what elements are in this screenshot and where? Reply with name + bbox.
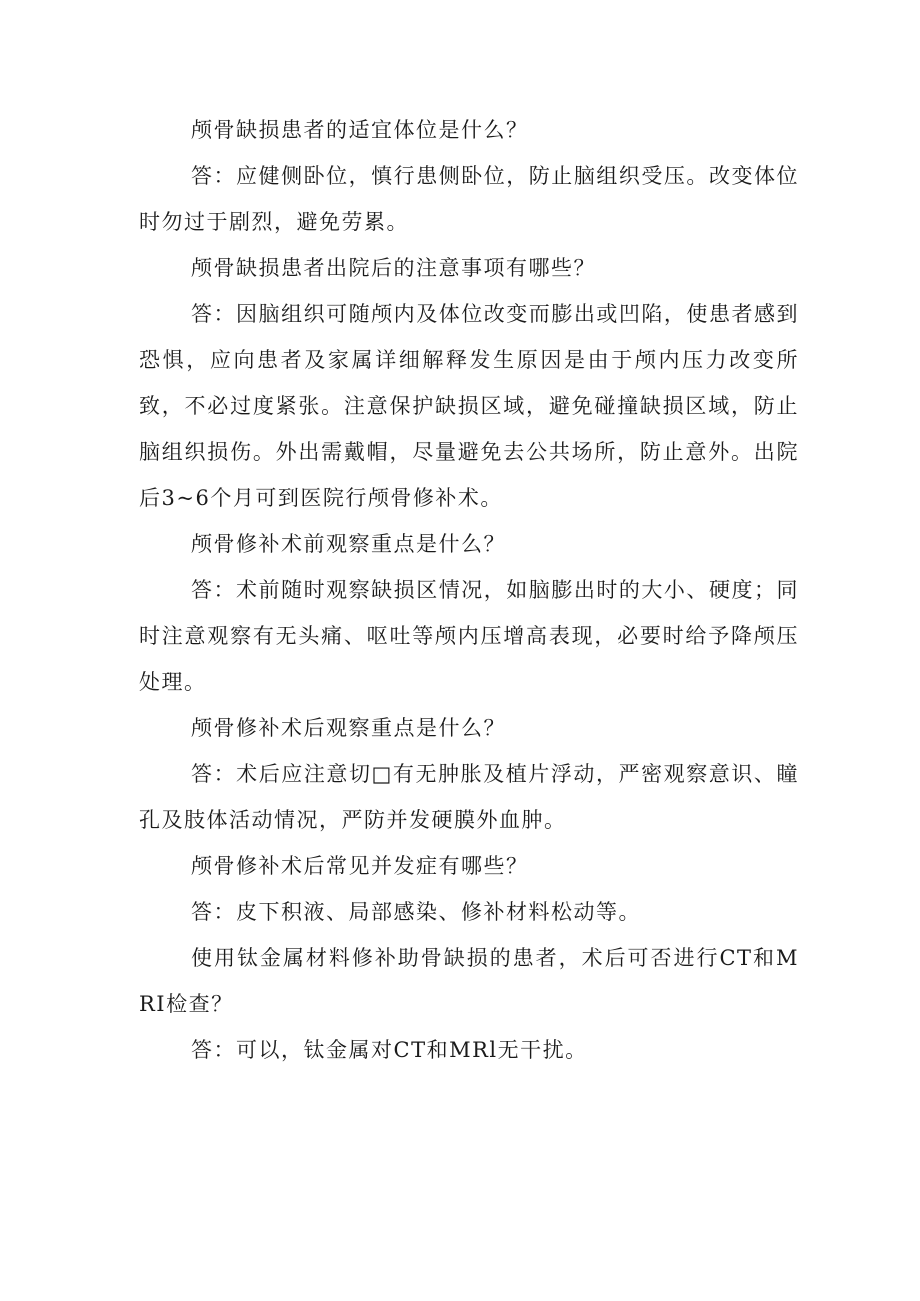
answer-paragraph: 答：可以，钛金属对CT和MRl无干扰。	[191, 1038, 588, 1062]
question-paragraph: 颅骨缺损患者的适宜体位是什么？	[191, 118, 529, 142]
document-body	[139, 107, 799, 1073]
question-paragraph: 使用钛金属材料修补助骨缺损的患者，术后可否进行CT和MRI检查？	[139, 946, 799, 1016]
answer-paragraph: 答：因脑组织可随颅内及体位改变而膨出或凹陷，使患者感到恐惧，应向患者及家属详细解释发生原因是由于颅内压力改变所致，不必过度紧张。注意保护缺损区域，避免碰撞缺损区域，防止脑组织损伤。外出需戴帽，尽量避免去公共场所，防止意外。出院后3~6个月可到医院行颅骨修补术。	[139, 302, 799, 510]
answer-paragraph: 答：皮下积液、局部感染、修补材料松动等。	[191, 900, 641, 924]
question-paragraph: 颅骨修补术后观察重点是什么？	[191, 716, 506, 740]
answer-paragraph: 答：术前随时观察缺损区情况，如脑膨出时的大小、硬度；同时注意观察有无头痛、呕吐等颅内压增高表现，必要时给予降颅压处理。	[139, 578, 799, 694]
answer-paragraph: 答：术后应注意切□有无肿胀及植片浮动，严密观察意识、瞳孔及肢体活动情况，严防并发硬膜外血肿。	[139, 762, 799, 832]
question-paragraph: 颅骨缺损患者出院后的注意事项有哪些？	[191, 256, 596, 280]
question-paragraph: 颅骨修补术前观察重点是什么？	[191, 532, 506, 556]
answer-paragraph: 答：应健侧卧位，慎行患侧卧位，防止脑组织受压。改变体位时勿过于剧烈，避免劳累。	[139, 164, 799, 234]
question-paragraph: 颅骨修补术后常见并发症有哪些？	[191, 854, 529, 878]
